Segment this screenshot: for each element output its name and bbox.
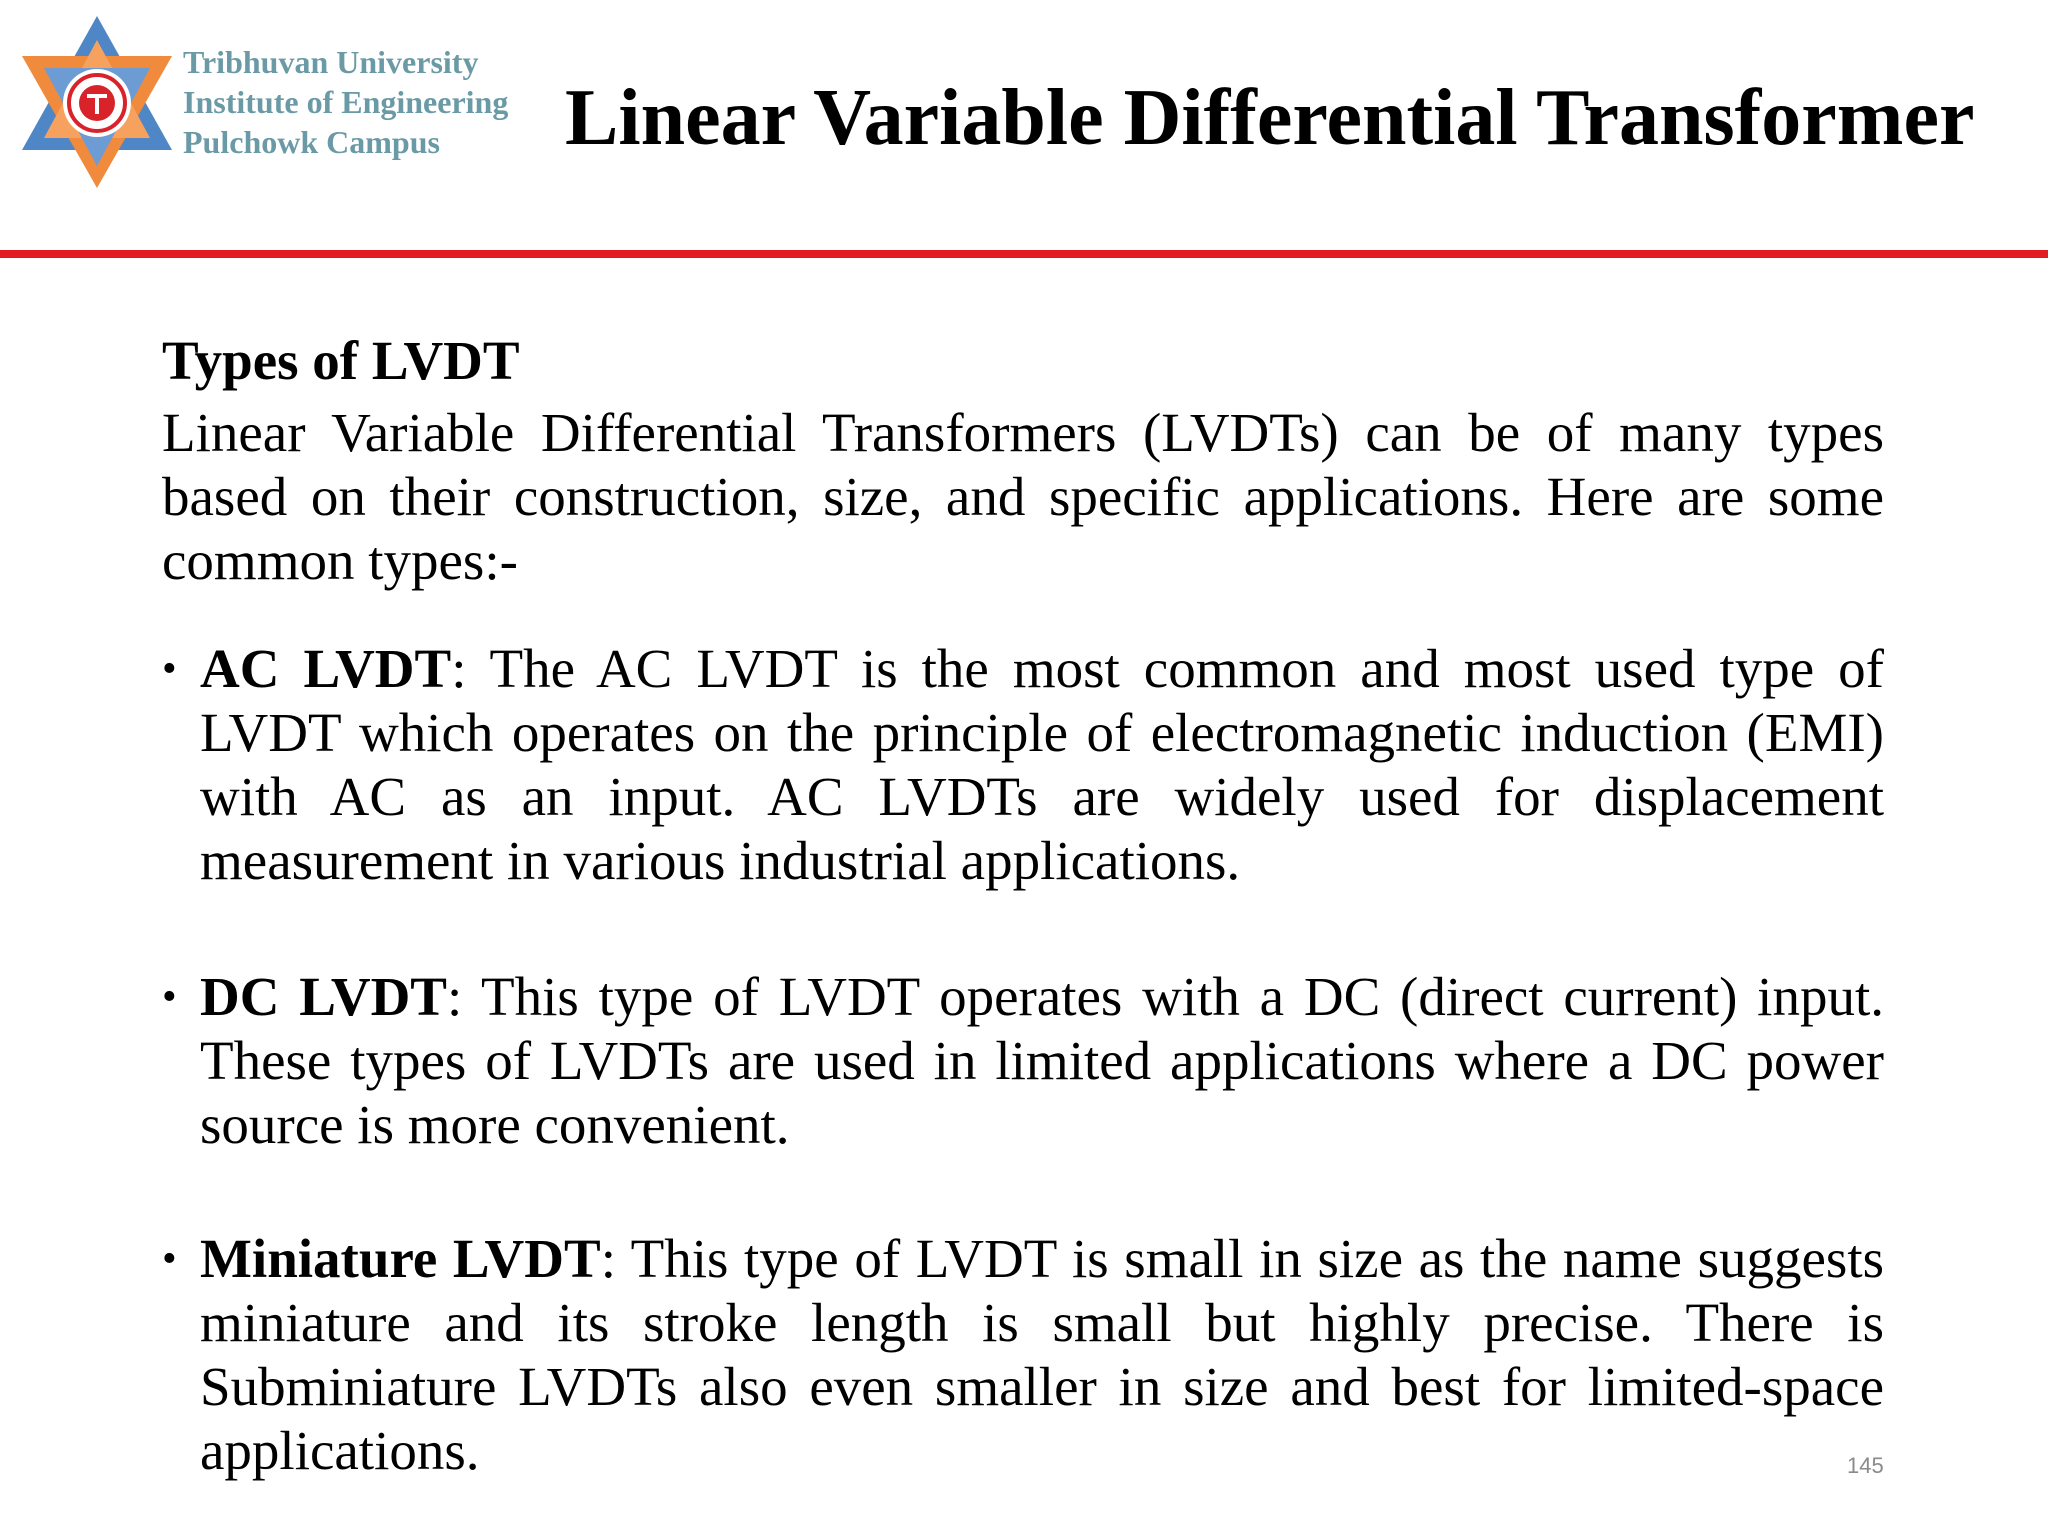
institution-line-institute: Institute of Engineering <box>183 84 509 120</box>
header-divider <box>0 250 2048 258</box>
slide-title: Linear Variable Differential Transformer <box>565 74 1975 162</box>
bullet-term: DC LVDT <box>200 966 447 1027</box>
list-item-dc-lvdt <box>162 965 1884 1157</box>
bullet-term: AC LVDT <box>200 638 452 699</box>
slide-body <box>162 325 1884 1483</box>
bullet-term: Miniature LVDT <box>200 1228 601 1289</box>
list-item-miniature-lvdt <box>162 1227 1884 1483</box>
university-logo <box>12 10 182 190</box>
types-list <box>162 637 1884 1483</box>
bullet-text: : This type of LVDT operates with a DC (direct current) input. These types of LVDTs are used in limited applications where a DC power source is more convenient. <box>200 966 1884 1155</box>
bullet-text: : This type of LVDT is small in size as the name suggests miniature and its stroke length is small but highly precise. There is Subminiature LVDTs also even smaller in size and best for limited-space applications. <box>200 1228 1884 1481</box>
bullet-icon: • <box>162 1236 177 1282</box>
university-seal-icon <box>12 10 182 190</box>
bullet-icon: • <box>162 974 177 1020</box>
page-number: 145 <box>1847 1453 1884 1478</box>
institution-line-campus: Pulchowk Campus <box>183 124 440 160</box>
bullet-text: : The AC LVDT is the most common and most used type of LVDT which operates on the principle of electromagnetic induction (EMI) with AC as an input. AC LVDTs are widely used for displacement measurement in various industrial applications. <box>200 638 1884 891</box>
institution-name <box>183 42 508 162</box>
bullet-icon: • <box>162 646 177 692</box>
intro-paragraph: Linear Variable Differential Transformers (LVDTs) can be of many types based on their construction, size, and specific applications. Here are some common types:- <box>162 402 1884 591</box>
list-item-ac-lvdt <box>162 637 1884 893</box>
institution-line-university: Tribhuvan University <box>183 44 479 80</box>
section-heading: Types of LVDT <box>162 330 520 391</box>
